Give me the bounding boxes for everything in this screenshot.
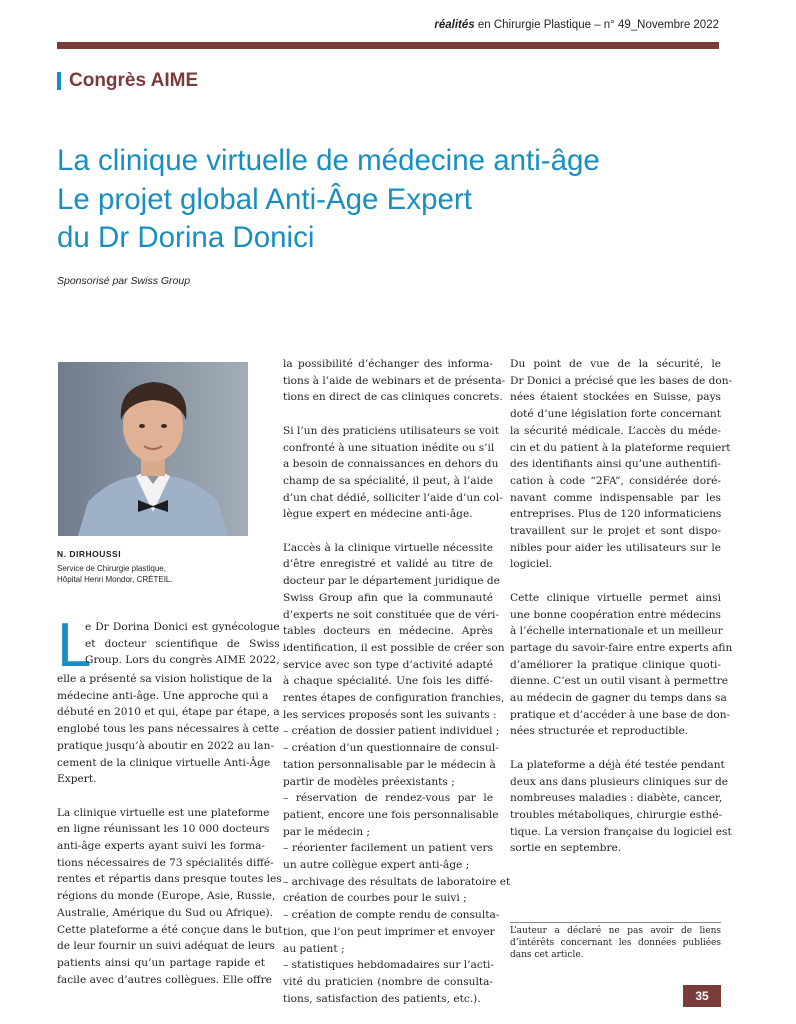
text-line: tion, que l’on peut imprimer et envoyer <box>283 925 495 938</box>
article-paragraph <box>283 356 506 406</box>
author-caption <box>57 549 173 585</box>
text-line: tique. La version française du logiciel est <box>510 825 732 838</box>
text-line: – réservation de rendez-vous par le <box>283 792 493 805</box>
text-line: a besoin de connaissances en dehors du <box>283 458 499 471</box>
text-line: navant comme indispensable par les <box>510 491 721 504</box>
text-line: dienne. C’est un outil visant à permettre <box>510 675 729 688</box>
text-line: à chaque spécialité. Une fois les diffé- <box>283 675 493 688</box>
text-line: nées structurée et reproductible. <box>510 725 689 738</box>
text-line: et docteur scientifique de Swiss <box>85 637 280 650</box>
text-line: troubles métaboliques, chirurgie esthé- <box>510 808 723 821</box>
text-line: la possibilité d’échanger des informa- <box>283 358 493 370</box>
rubric-label: Congrès AIME <box>69 70 199 91</box>
text-line: partir de modèles préexistants ; <box>283 775 455 788</box>
text-line: régions du monde (Europe, Asie, Russie, <box>57 890 276 903</box>
article-column-2 <box>283 356 511 1007</box>
journal-brand: réalités <box>434 19 475 31</box>
text-line: cement de la clinique virtuelle Anti-Âge <box>57 756 271 769</box>
text-line: Dr Donici a précisé que les bases de don- <box>510 374 733 387</box>
text-line: tions nécessaires de 73 spécialités diffé- <box>57 856 274 869</box>
title-line: du Dr Dorina Donici <box>57 221 315 254</box>
text-line: identification, il est possible de créer son <box>283 641 505 654</box>
text-line: e Dr Dorina Donici est gynécologue <box>85 621 280 633</box>
text-line: les services proposés sont les suivants : <box>283 708 497 721</box>
text-line: logiciel. <box>510 558 553 571</box>
text-line: dans cet article. <box>510 950 584 960</box>
text-line: docteur par le département juridique de <box>283 575 500 588</box>
text-line: tation personnalisable par le médecin à <box>283 758 496 771</box>
article-paragraph <box>510 356 733 573</box>
text-line: – création de dossier patient individuel ; <box>283 725 500 738</box>
text-line: patient, encore une fois personnalisable <box>283 808 499 821</box>
text-line: nées étaient stockées en Suisse, pays <box>510 391 721 404</box>
text-line: deux ans dans plusieurs cliniques sur de <box>510 775 728 788</box>
author-name: N. DIRHOUSSI <box>57 549 122 559</box>
text-line: sortie en septembre. <box>510 842 622 855</box>
article-paragraph <box>510 590 733 740</box>
article-paragraph <box>283 540 511 1008</box>
text-line: partage du savoir-faire entre experts afin <box>510 641 733 654</box>
text-line: médecine anti-âge. Une approche qui a <box>57 689 269 702</box>
text-line: tions à l’aide de webinars et de présenta- <box>283 374 506 387</box>
text-line: Cette clinique virtuelle permet ainsi <box>510 591 721 604</box>
author-portrait <box>58 362 248 536</box>
text-line: Group. Lors du congrès AIME 2022, <box>85 654 280 667</box>
header-rule <box>57 42 719 49</box>
text-line: Swiss Group afin que la communauté <box>283 591 493 604</box>
text-line: cation à code “2FA”, considérée doré- <box>510 474 721 487</box>
journal-issue: en Chirurgie Plastique – n° 49_Novembre 2022 <box>474 19 719 31</box>
text-line: nombreuses maladies : diabète, cancer, <box>510 792 723 805</box>
text-line: nibles pour aider les utilisateurs sur le <box>510 541 721 554</box>
text-line: d’être enregistré et validé au titre de <box>283 558 493 571</box>
portrait-illustration <box>58 362 248 536</box>
title-line: La clinique virtuelle de médecine anti-âge <box>57 144 600 177</box>
author-affiliation <box>57 563 173 585</box>
journal-header <box>434 19 719 31</box>
text-line: – statistiques hebdomadaires sur l’acti- <box>283 959 495 972</box>
text-line: rentes étapes de configuration franchies, <box>283 692 505 705</box>
text-line: d’experts ne soit constituée que de véri- <box>283 608 500 621</box>
affiliation-line: Service de Chirurgie plastique, <box>57 564 166 573</box>
text-line: Cette plateforme a été conçue dans le but <box>57 923 283 936</box>
text-line: à l’échelle internationale et un meilleur <box>510 625 723 638</box>
text-line: débuté en 2010 et qui, étape par étape, a <box>57 706 280 719</box>
text-line: une bonne coopération entre médecins <box>510 608 721 621</box>
text-line: au médecin de gagner du temps dans sa <box>510 692 727 705</box>
text-line: L’accès à la clinique virtuelle nécessite <box>283 541 493 554</box>
text-line: englobé tous les pans nécessaires à cette <box>57 723 280 736</box>
article-paragraph <box>510 757 732 857</box>
text-line: création de courbes pour le suivi ; <box>283 892 467 905</box>
text-line: travaillent sur le projet et sont dispo- <box>510 525 721 538</box>
text-line: La clinique virtuelle est une plateforme <box>57 806 270 819</box>
text-line: doté d’une législation forte concernant <box>510 408 721 421</box>
text-line: champ de sa spécialité, il peut, à l’aide <box>283 474 493 487</box>
text-line: pratique et d’accéder à une base de don- <box>510 708 731 721</box>
text-line: en ligne réunissant les 10 000 docteurs <box>57 823 270 836</box>
text-line: – archivage des résultats de laboratoire et <box>283 875 511 888</box>
text-line: rentes et répartis dans presque toutes les <box>57 873 282 886</box>
dropcap: L <box>57 611 92 680</box>
text-line: des identifiants ainsi qu’une authentifi- <box>510 458 721 471</box>
affiliation-line: Hôpital Henri Mondor, CRÉTEIL. <box>57 575 173 584</box>
text-line: la sécurité médicale. L’accès du méde- <box>510 424 721 437</box>
text-line: vité du praticien (nombre de consulta- <box>283 975 493 988</box>
text-line: – création de compte rendu de consulta- <box>283 909 500 922</box>
text-line: cin et du patient à la plateforme requiert <box>510 441 731 454</box>
text-line: de leur fournir un suivi adéquat de leurs <box>57 940 275 953</box>
text-line: d’améliorer la pratique clinique quoti- <box>510 658 721 671</box>
article-column-3 <box>510 356 733 857</box>
sponsor-note: Sponsorisé par Swiss Group <box>57 275 191 287</box>
text-line: – création d’un questionnaire de consul- <box>283 742 499 755</box>
text-line: tions en direct de cas cliniques concrets. <box>283 391 503 404</box>
title-line: Le projet global Anti-Âge Expert <box>57 182 472 216</box>
text-line: Du point de vue de la sécurité, le <box>510 358 721 370</box>
text-line: un autre collègue expert anti-âge ; <box>283 859 470 872</box>
text-line: patients ainsi qu’un partage rapide et <box>57 956 265 969</box>
footnote-rule <box>510 922 721 923</box>
dropcap-lines <box>85 619 280 671</box>
text-line: d’intérêts concernant les données publiées <box>510 938 721 948</box>
text-line: anti-âge experts ayant suivi les forma- <box>57 840 265 853</box>
article-column-1 <box>57 611 283 988</box>
text-line: entreprises. Plus de 120 informaticiens <box>510 508 722 521</box>
text-line: lègue expert en médecine anti-âge. <box>283 508 473 521</box>
text-line: tions, satisfaction des patients, etc.). <box>283 992 481 1005</box>
article-paragraph <box>57 611 280 788</box>
text-line: – réorienter facilement un patient vers <box>283 842 493 855</box>
text-line: par le médecin ; <box>283 825 371 838</box>
text-line: facile avec d’autres collègues. Elle offre <box>57 973 272 986</box>
text-line: service avec son type d’activité adapté <box>283 658 493 671</box>
text-line: elle a présenté sa vision holistique de la <box>57 673 273 685</box>
text-line: Australie, Amérique du Sud ou Afrique). <box>57 906 273 919</box>
article-paragraph <box>57 805 283 989</box>
rubric <box>57 70 198 92</box>
text-line: confronté à une situation inédite ou s’il <box>283 441 495 454</box>
text-line: Si l’un des praticiens utilisateurs se voit <box>283 424 499 437</box>
text-line: d’un chat dédié, solliciter l’aide d’un col- <box>283 491 503 504</box>
text-line: tables docteurs en médecine. Après <box>283 625 493 638</box>
text-line: La plateforme a déjà été testée pendant <box>510 758 725 771</box>
text-line: Expert. <box>57 773 97 786</box>
text-line: L’auteur a déclaré ne pas avoir de liens <box>510 926 721 936</box>
conflict-of-interest-note <box>510 925 721 961</box>
article-title <box>57 142 600 258</box>
text-line: pratique jusqu’à aboutir en 2022 au lan- <box>57 739 275 752</box>
text-line: au patient ; <box>283 942 345 955</box>
page-number: 35 <box>683 985 721 1007</box>
article-paragraph <box>283 423 503 523</box>
rubric-bar <box>57 72 61 90</box>
